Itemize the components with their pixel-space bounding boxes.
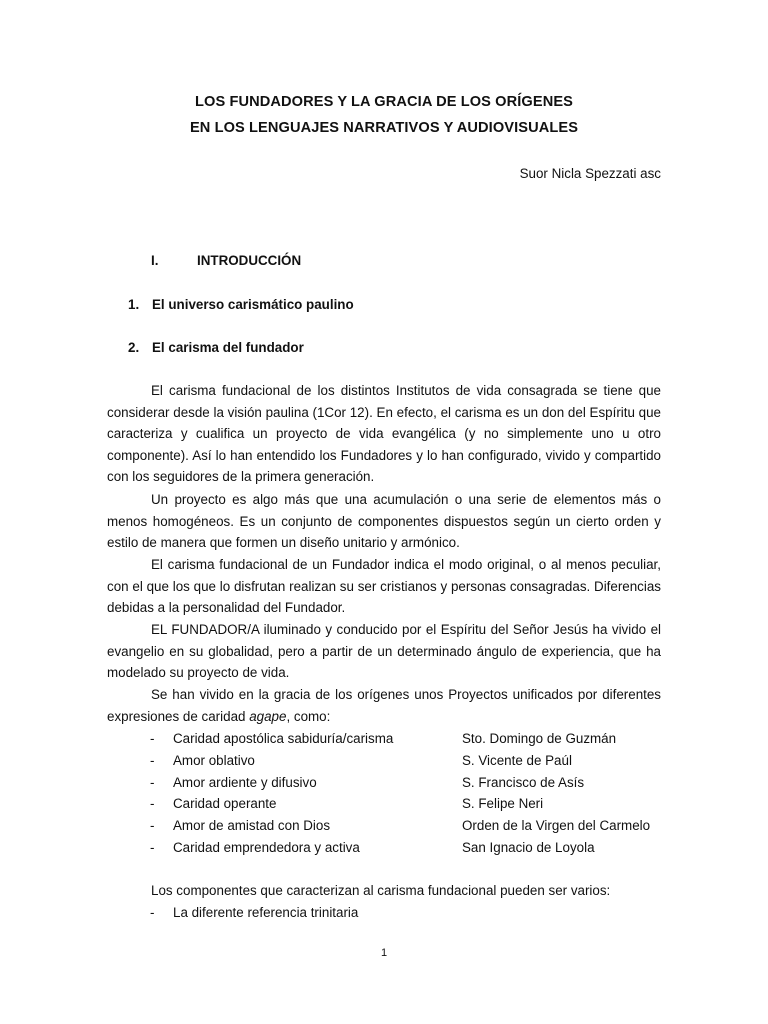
list-item-virtue: Caridad emprendedora y activa bbox=[173, 839, 360, 855]
list-item-virtue: Amor oblativo bbox=[173, 752, 255, 768]
list-item bbox=[107, 772, 667, 794]
list-dash: - bbox=[150, 752, 155, 768]
section-number: I. bbox=[151, 253, 159, 268]
paragraph-5-italic: agape bbox=[249, 708, 287, 724]
subsection-1-heading: El universo carismático paulino bbox=[152, 297, 354, 312]
paragraph-5 bbox=[107, 684, 661, 727]
paragraph-1-text: El carisma fundacional de los distintos Institutos de vida consagrada se tiene que considerar desde la visión paulina (1Cor 12). En efecto, el carisma es un don del Espíritu que caracteriza y cualifica un proyecto de vida evangélica (y no simplemente uno u otro componente). Así lo han entendido los Fundadores y lo han configurado, vivido y compartido con los seguidores de la primera generación. bbox=[107, 383, 661, 485]
page-number: 1 bbox=[380, 947, 388, 959]
list-dash: - bbox=[150, 731, 155, 746]
paragraph-2-text: Un proyecto es algo más que una acumulación o una serie de elementos más o menos homogéneos. Es un conjunto de componentes dispuestos según un cierto orden y estilo de manera que formen un diseño unitario y armónico. bbox=[107, 492, 661, 551]
list-item-virtue: Caridad apostólica sabiduría/carisma bbox=[173, 731, 394, 746]
paragraph-3-text: El carisma fundacional de un Fundador indica el modo original, o al menos peculiar, con el que los que lo disfrutan realizan su ser cristianos y personas consagradas. Diferencias debidas a la personalidad del Fundador. bbox=[107, 557, 661, 616]
document-title-line-2: EN LOS LENGUAJES NARRATIVOS Y AUDIOVISUALES bbox=[189, 120, 579, 136]
charity-list bbox=[107, 728, 667, 859]
paragraph-6: Los componentes que caracterizan al carisma fundacional pueden ser varios: bbox=[151, 883, 611, 898]
paragraph-4 bbox=[107, 619, 661, 684]
list-item-virtue: Amor de amistad con Dios bbox=[173, 818, 331, 834]
list-item bbox=[107, 750, 667, 772]
author-name: Suor Nicla Spezzati asc bbox=[519, 166, 661, 181]
document-title-line-1: LOS FUNDADORES Y LA GRACIA DE LOS ORÍGENES bbox=[195, 94, 573, 110]
subsection-2-heading: El carisma del fundador bbox=[152, 340, 304, 355]
component-list-item: La diferente referencia trinitaria bbox=[173, 905, 359, 920]
paragraph-5-text-end: , como: bbox=[286, 708, 331, 724]
subsection-1-number: 1. bbox=[128, 297, 140, 312]
paragraph-1 bbox=[107, 380, 661, 488]
section-heading: INTRODUCCIÓN bbox=[197, 253, 302, 268]
paragraph-4-text: EL FUNDADOR/A iluminado y conducido por el Espíritu del Señor Jesús ha vivido el evangelio en su globalidad, pero a partir de un determinado ángulo de experiencia, que ha modelado su proyecto de vida. bbox=[107, 622, 661, 681]
list-item-founder: S. Vicente de Paúl bbox=[462, 752, 572, 768]
list-item-founder: Orden de la Virgen del Carmelo bbox=[462, 818, 651, 834]
list-item bbox=[107, 728, 667, 750]
list-item bbox=[107, 815, 667, 837]
paragraph-3 bbox=[107, 554, 661, 619]
list-item bbox=[107, 837, 667, 859]
list-dash: - bbox=[150, 796, 155, 812]
subsection-2-number: 2. bbox=[128, 340, 140, 355]
paragraph-5-text-start: Se han vivido en la gracia de los orígenes unos Proyectos unificados por diferentes expresiones de caridad bbox=[107, 687, 661, 724]
list-dash: - bbox=[150, 905, 155, 920]
list-item-founder: S. Francisco de Asís bbox=[462, 774, 585, 790]
list-item-founder: San Ignacio de Loyola bbox=[462, 839, 595, 855]
paragraph-2 bbox=[107, 489, 661, 554]
list-item-virtue: Caridad operante bbox=[173, 796, 277, 812]
list-item-founder: Sto. Domingo de Guzmán bbox=[462, 731, 617, 746]
list-dash: - bbox=[150, 839, 155, 855]
list-dash: - bbox=[150, 818, 155, 834]
list-item-founder: S. Felipe Neri bbox=[462, 796, 544, 812]
list-item-virtue: Amor ardiente y difusivo bbox=[173, 774, 317, 790]
list-dash: - bbox=[150, 774, 155, 790]
list-item bbox=[107, 793, 667, 815]
